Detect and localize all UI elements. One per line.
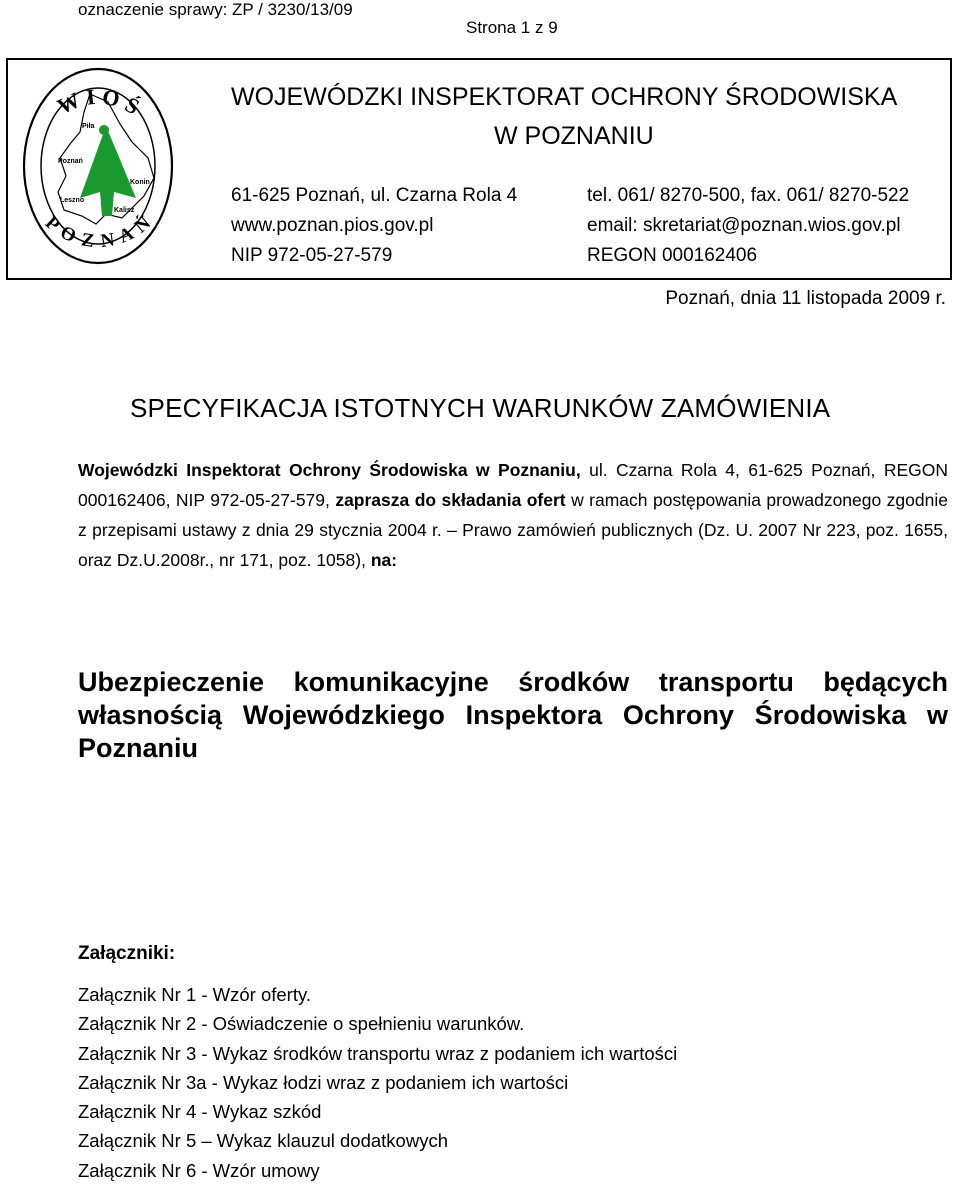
document-title: SPECYFIKACJA ISTOTNYCH WARUNKÓW ZAMÓWIENIA xyxy=(130,393,831,423)
org-phone-fax: tel. 061/ 8270-500, fax. 061/ 8270-522 xyxy=(587,185,910,206)
logo-bottom-text: P O Z N A Ń xyxy=(40,212,155,253)
map-label-poznan: Poznań xyxy=(58,158,83,165)
org-address: 61-625 Poznań, ul. Czarna Rola 4 xyxy=(231,185,518,206)
map-label-konin: Konin xyxy=(130,179,150,186)
intro-paragraph xyxy=(78,455,948,575)
tree-icon xyxy=(80,126,136,216)
attachment-item: Załącznik Nr 2 - Oświadczenie o spełnieniu warunków. xyxy=(78,1013,525,1035)
intro-na: na: xyxy=(370,550,398,570)
org-name-line2: W POZNANIU xyxy=(494,122,654,150)
intro-org-name: Wojewódzki Inspektorat Ochrony Środowiska w Poznaniu, xyxy=(78,460,581,480)
attachment-item: Załącznik Nr 4 - Wykaz szkód xyxy=(78,1101,322,1123)
attachment-item: Załącznik Nr 5 – Wykaz klauzul dodatkowych xyxy=(78,1130,448,1152)
attachment-item: Załącznik Nr 1 - Wzór oferty. xyxy=(78,984,312,1005)
attachment-item: Załącznik Nr 3 - Wykaz środków transportu wraz z podaniem ich wartości xyxy=(78,1042,678,1064)
procurement-subject: Ubezpieczenie komunikacyjne środków transportu będących własnością Wojewódzkiego Inspektora Ochrony Środowiska w Poznaniu xyxy=(78,667,948,763)
logo-top-text: W I O Ś xyxy=(53,83,144,120)
map-label-kalisz: Kalisz xyxy=(114,207,135,214)
intro-text-2: w ramach postępowania prowadzonego zgodnie z przepisami ustawy z dnia 29 stycznia 2004 r. – Prawo zamówień publicznych (Dz. U. 2007 Nr 223, poz. 1655, oraz Dz.U.2008r., nr 171, poz. 1058), xyxy=(78,490,948,570)
org-email-link[interactable]: email: skretariat@poznan.wios.gov.pl xyxy=(587,215,901,236)
tree-top-icon xyxy=(99,125,109,135)
org-regon: REGON 000162406 xyxy=(587,245,758,266)
intro-text-1: ul. Czarna Rola 4, 61-625 Poznań, REGON 000162406, NIP 972-05-27-579, xyxy=(78,460,948,510)
org-website-link[interactable]: www.poznan.pios.gov.pl xyxy=(231,215,434,236)
attachment-item: Załącznik Nr 3a - Wykaz łodzi wraz z podaniem ich wartości xyxy=(78,1071,569,1093)
case-reference: oznaczenie sprawy: ZP / 3230/13/09 xyxy=(78,0,353,19)
attachments-list xyxy=(78,980,677,1185)
org-name-line1: WOJEWÓDZKI INSPEKTORAT OCHRONY ŚRODOWISKA xyxy=(231,83,898,111)
page-number: Strona 1 z 9 xyxy=(466,18,558,37)
attachments-heading: Załączniki: xyxy=(78,943,176,964)
map-label-pila: Piła xyxy=(82,123,95,130)
attachment-item: Załącznik Nr 6 - Wzór umowy xyxy=(78,1159,320,1181)
wios-logo xyxy=(22,66,174,266)
date-line: Poznań, dnia 11 listopada 2009 r. xyxy=(665,288,946,309)
org-nip: NIP 972-05-27-579 xyxy=(231,245,393,266)
intro-invite: zaprasza do składania ofert xyxy=(335,490,566,510)
map-label-leszno: Leszno xyxy=(60,197,85,204)
